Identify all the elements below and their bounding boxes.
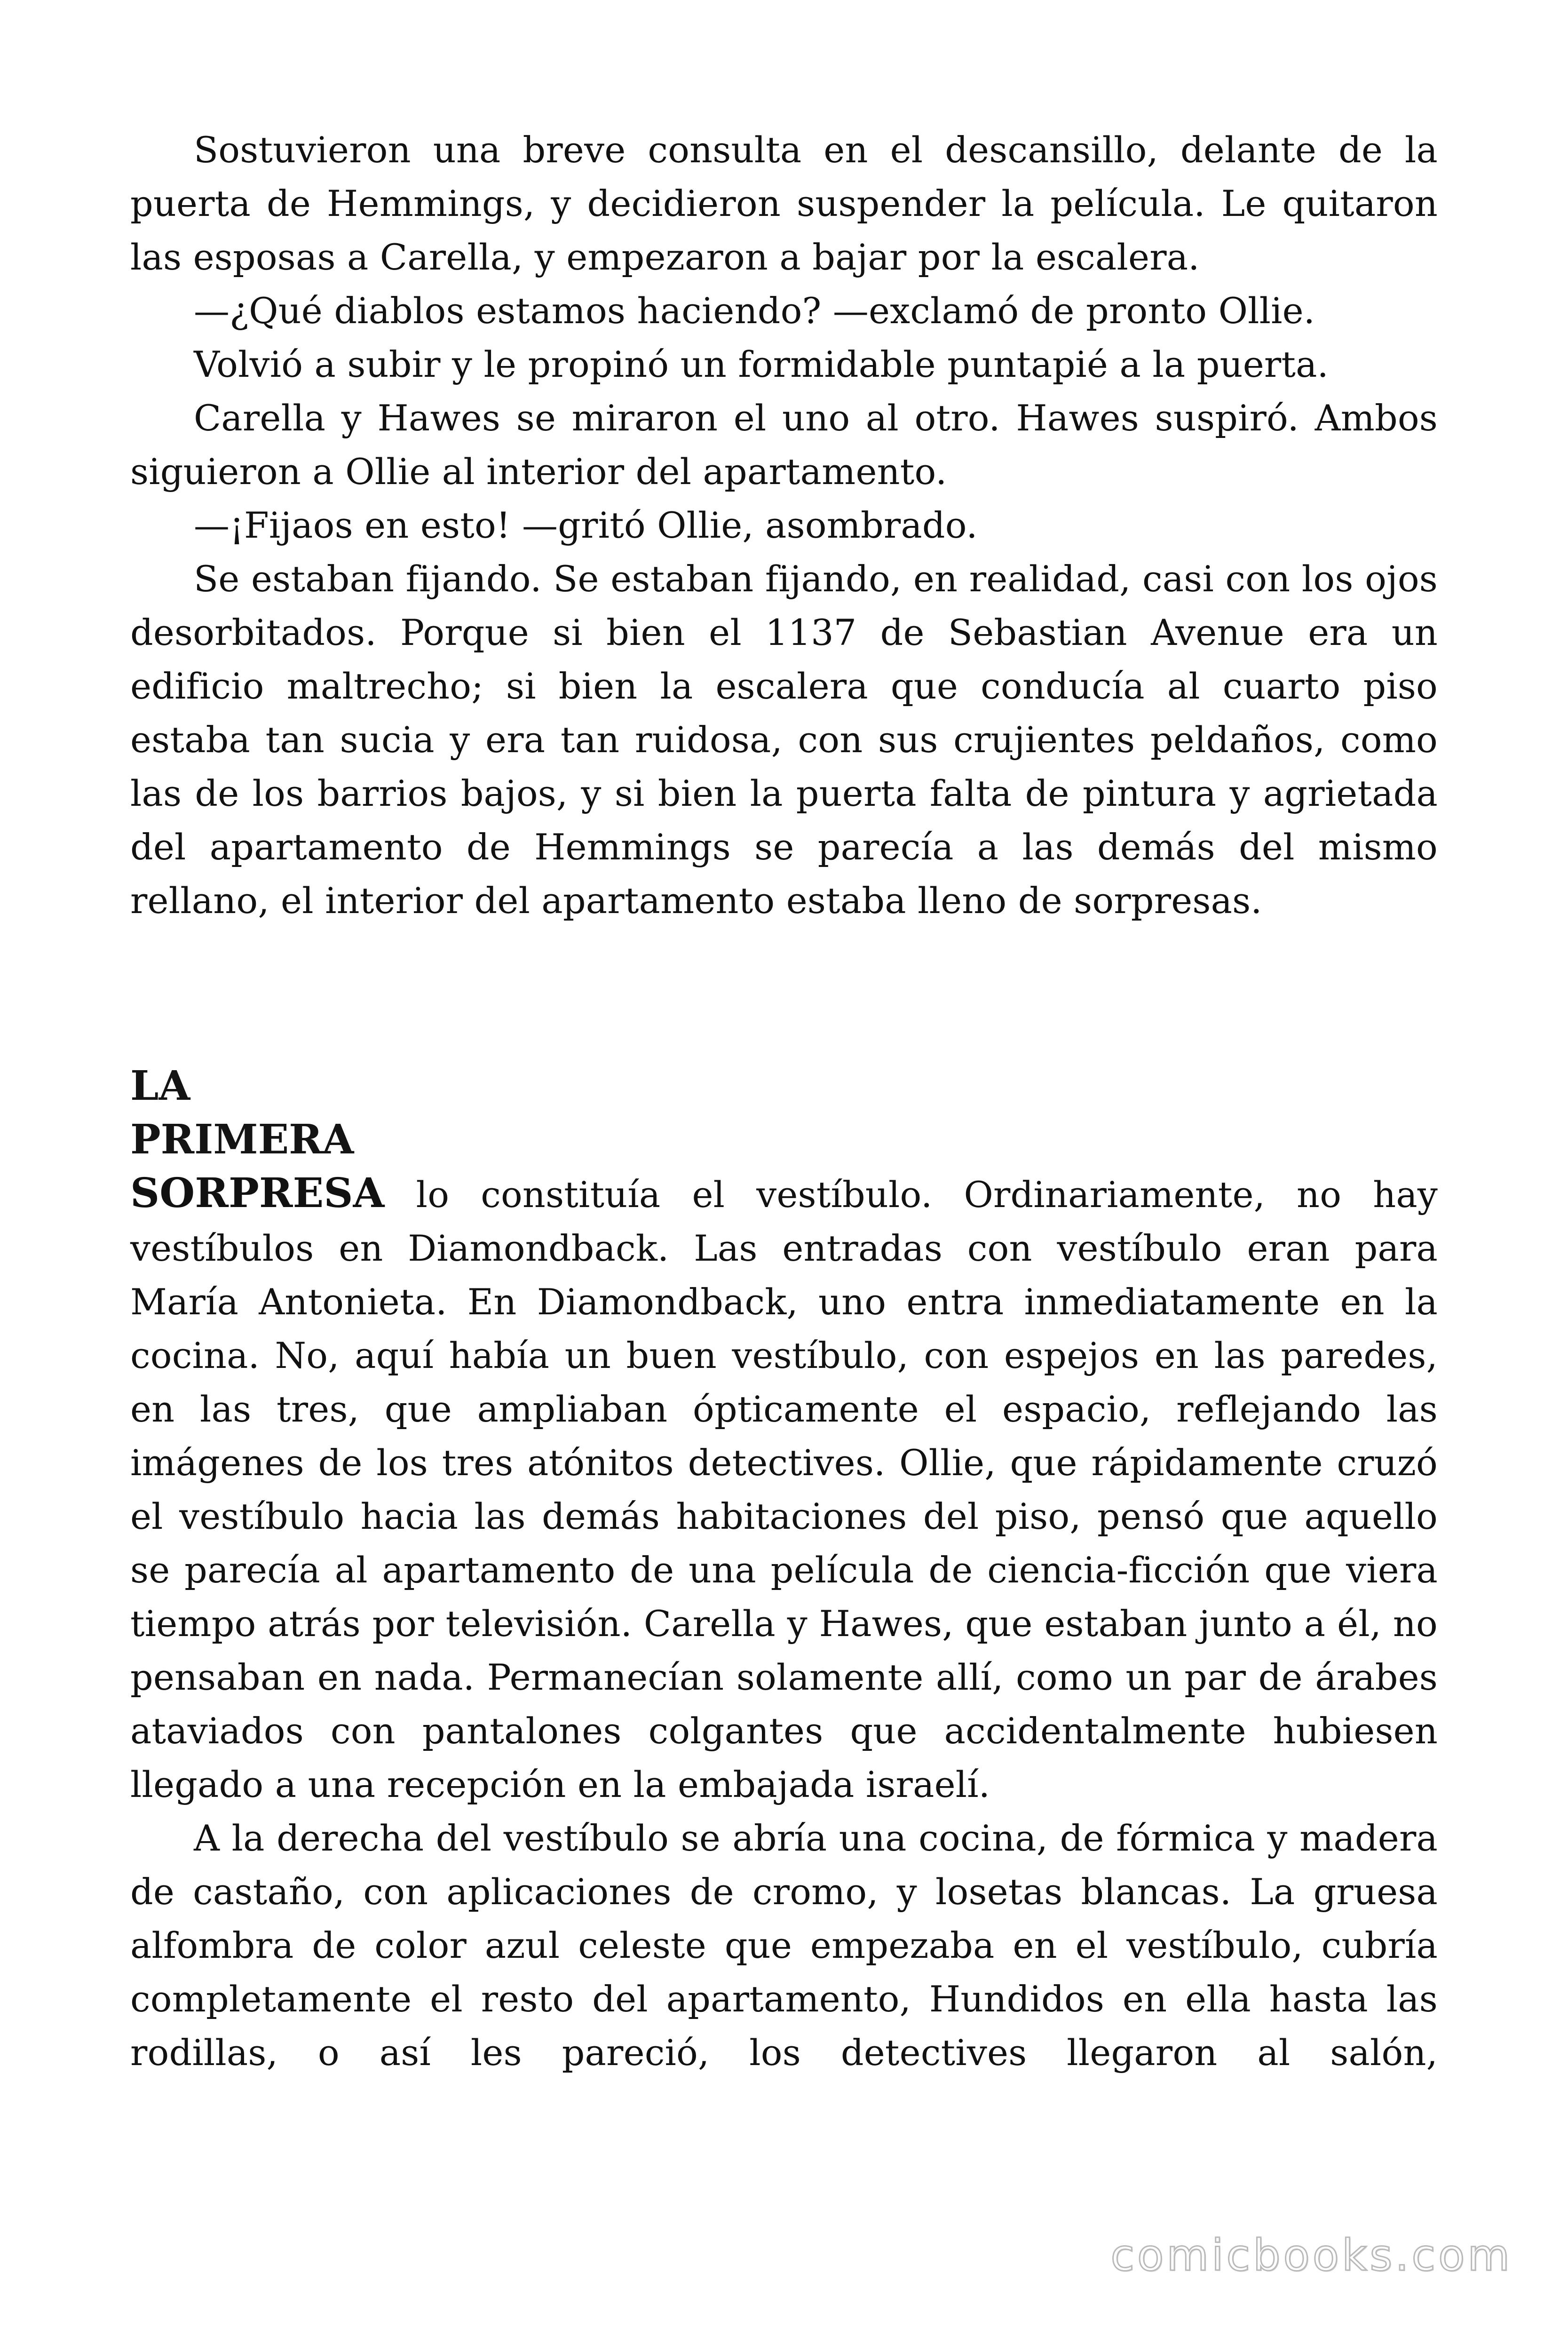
paragraph-volvio: Volvió a subir y le propinó un formidable puntapié a la puerta.	[194, 343, 1329, 385]
section-heading-line-2: PRIMERA	[130, 1116, 354, 1163]
section-heading-line-1: LA	[130, 1062, 190, 1110]
paragraph-se-estaban-fijando: Se estaban fijando. Se estaban fijando, en realidad, casi con los ojos desorbitados. Porque si bien el 1137 de Sebastian Avenue era un edificio maltrecho; si bien la escalera que conducía al cuarto piso estaba tan sucia y era tan ruidosa, con sus crujientes peldaños, como las de los barrios bajos, y si bien la puerta falta de pintura y agrietada del apartamento de Hemmings se parecía a las demás del mismo rellano, el interior del apartamento estaba lleno de sorpresas.	[130, 558, 1438, 922]
paragraph-vestibulo	[130, 1167, 1438, 1812]
section-lead-text: lo constituía el vestíbulo. Ordinariamente, no hay vestíbulos en Diamondback. Las entradas con vestíbulo eran para María Antonieta. En Diamondback, uno entra inmediatamente en la cocina. No, aquí había un buen vestíbulo, con espejos en las paredes, en las tres, que ampliaban ópticamente el espacio, reflejando las imágenes de los tres atónitos detectives. Ollie, que rápidamente cruzó el vestíbulo hacia las demás habitaciones del piso, pensó que aquello se parecía al apartamento de una película de ciencia-ficción que viera tiempo atrás por televisión. Carella y Hawes, que estaban junto a él, no pensaban en nada. Permanecían solamente allí, como un par de árabes ataviados con pantalones colgantes que accidentalmente hubiesen llegado a una recepción en la embajada israelí.	[130, 1174, 1438, 1805]
paragraph-cocina: A la derecha del vestíbulo se abría una cocina, de fórmica y madera de castaño, con aplicaciones de cromo, y losetas blancas. La gruesa alfombra de color azul celeste que empezaba en el vestíbulo, cubría completamente el resto del apartamento, Hundidos en ella hasta las rodillas, o así les pareció, los detectives llegaron al salón,	[130, 1817, 1438, 2074]
watermark-logo: comicbooks.com	[1110, 2230, 1513, 2280]
book-page	[130, 123, 1438, 2080]
paragraph-que-diablos: —¿Qué diablos estamos haciendo? —exclamó de pronto Ollie.	[194, 290, 1315, 332]
paragraph-fijaos: —¡Fijaos en esto! —gritó Ollie, asombrado.	[194, 504, 978, 546]
section-opening	[130, 1059, 1438, 1812]
paragraph-consulta: Sostuvieron una breve consulta en el descansillo, delante de la puerta de Hemmings, y decidieron suspender la película. Le quitaron las esposas a Carella, y empezaron a bajar por la escalera.	[130, 129, 1438, 278]
section-lead-word: SORPRESA	[130, 1169, 385, 1217]
paragraph-carella-hawes: Carella y Hawes se miraron el uno al otro. Hawes suspiró. Ambos siguieron a Ollie al interior del apartamento.	[130, 397, 1438, 493]
